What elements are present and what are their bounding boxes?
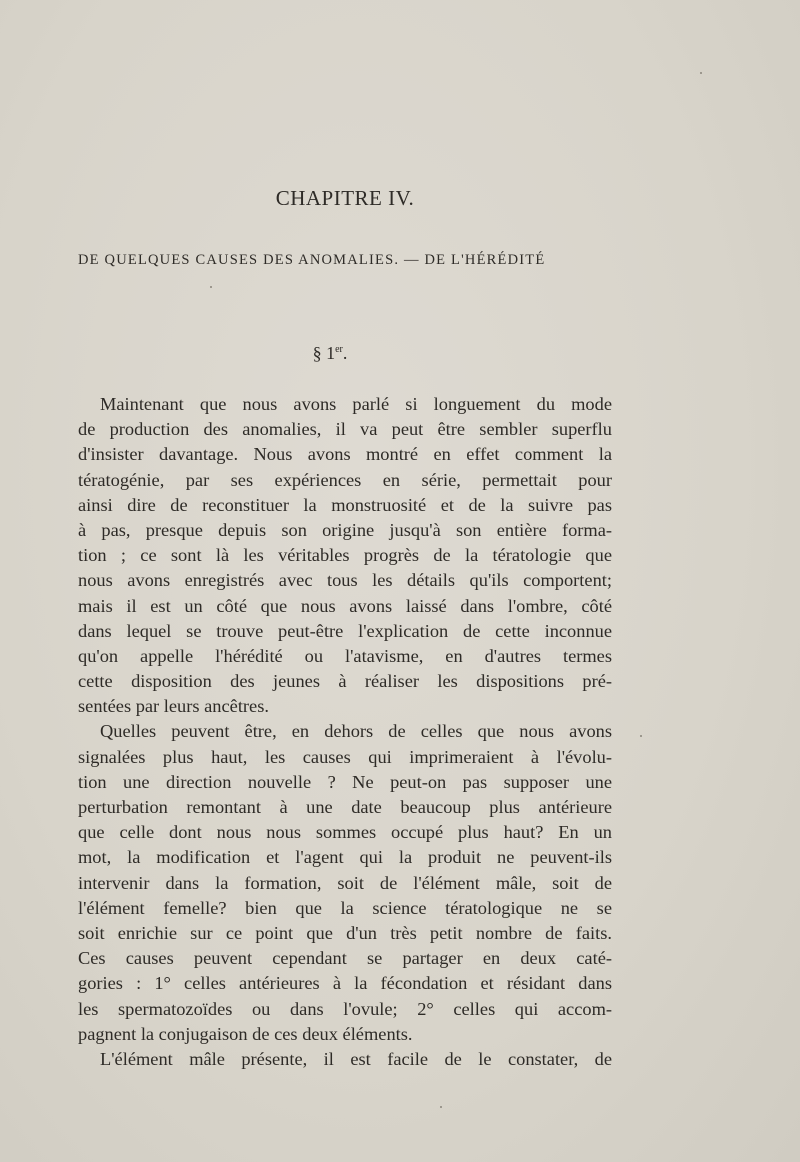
text-line: L'élément mâle présente, il est facile de le constater, de [100, 1048, 612, 1069]
text-line: d'insister davantage. Nous avons montré en effet comment la [78, 444, 612, 465]
paper-speck [640, 735, 642, 737]
text-line: soit enrichie sur ce point que d'un très petit nombre de faits. [78, 922, 612, 943]
paper-speck [210, 286, 212, 288]
text-line: Quelles peuvent être, en dehors de celles que nous avons [100, 721, 612, 742]
text-line: tion une direction nouvelle ? Ne peut-on pas supposer une [78, 771, 612, 792]
section-number: § 1 [312, 343, 336, 363]
section-superscript: er [335, 344, 343, 355]
section-period: . [342, 343, 348, 363]
text-line: signalées plus haut, les causes qui imprimeraient à l'évolu- [78, 746, 612, 767]
text-line: perturbation remontant à une date beaucoup plus antérieure [78, 797, 612, 817]
text-line: cette disposition des jeunes à réaliser les dispositions pré- [78, 671, 612, 692]
text-line: Maintenant que nous avons parlé si longuement du mode [100, 394, 612, 414]
paper-speck [440, 1106, 442, 1108]
text-line: nous avons enregistrés avec tous les détails qu'ils comportent; [78, 570, 612, 591]
chapter-subtitle: DE QUELQUES CAUSES DES ANOMALIES. — DE L'HÉRÉDITÉ [78, 252, 546, 268]
paper-speck [700, 72, 702, 74]
text-line: dans lequel se trouve peut-être l'explication de cette inconnue [78, 620, 612, 641]
text-line: ainsi dire de reconstituer la monstruosité et de la suivre pas [78, 494, 612, 515]
body-text [78, 392, 612, 1072]
text-line: que celle dont nous nous sommes occupé plus haut? En un [78, 822, 612, 843]
text-line: qu'on appelle l'hérédité ou l'atavisme, en d'autres termes [78, 645, 612, 666]
text-line: les spermatozoïdes ou dans l'ovule; 2° celles qui accom- [78, 998, 612, 1019]
text-line: à pas, presque depuis son origine jusqu'à son entière forma- [78, 519, 612, 540]
text-line: gories : 1° celles antérieures à la fécondation et résidant dans [78, 973, 612, 994]
text-line: tion ; ce sont là les véritables progrès de la tératologie que [78, 545, 612, 566]
text-line: pagnent la conjugaison de ces deux éléments. [78, 1023, 413, 1044]
text-line: Ces causes peuvent cependant se partager en deux caté- [78, 948, 612, 969]
text-line: tératogénie, par ses expériences en série, permettait pour [78, 469, 612, 490]
text-line: sentées par leurs ancêtres. [78, 696, 269, 717]
text-line: intervenir dans la formation, soit de l'élément mâle, soit de [78, 872, 612, 893]
text-line: mot, la modification et l'agent qui la produit ne peuvent-ils [78, 847, 612, 868]
text-line: l'élément femelle? bien que la science tératologique ne se [78, 897, 612, 918]
text-line: mais il est un côté que nous avons laissé dans l'ombre, côté [78, 595, 612, 616]
chapter-title: CHAPITRE IV. [275, 186, 415, 210]
section-heading [0, 343, 660, 364]
text-line: de production des anomalies, il va peut être sembler superflu [78, 419, 612, 440]
